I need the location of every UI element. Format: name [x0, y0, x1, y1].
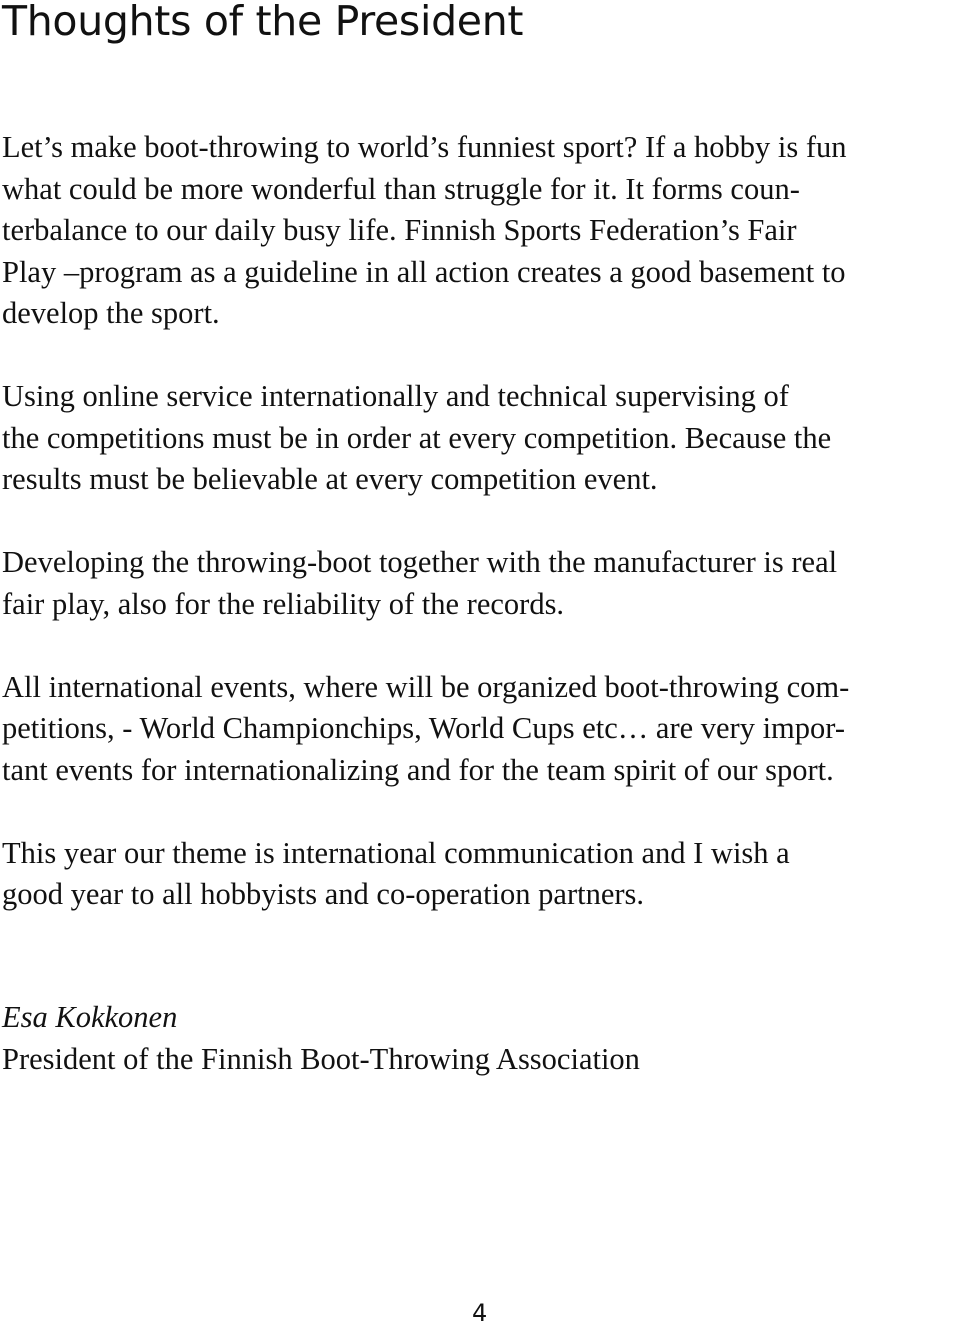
page-title: Thoughts of the President [2, 0, 524, 45]
letter-body [2, 127, 960, 957]
text-line: petitions, - World Championchips, World Cups etc… are very impor- [2, 711, 845, 745]
text-line: develop the sport. [2, 296, 220, 330]
text-line: All international events, where will be organized boot-throwing com- [2, 669, 850, 704]
signature-name: Esa Kokkonen [2, 1000, 178, 1034]
text-line: what could be more wonderful than struggle for it. It forms coun- [2, 171, 800, 206]
signature-role: President of the Finnish Boot-Throwing Association [2, 1041, 640, 1076]
text-line: results must be believable at every competition event. [2, 462, 658, 496]
text-line: Developing the throwing-boot together with the manufacturer is real [2, 545, 838, 579]
text-line: Let’s make boot-throwing to world’s funniest sport? If a hobby is fun [2, 130, 847, 164]
paragraph-2 [2, 376, 960, 501]
paragraph-4 [2, 667, 960, 792]
text-line: This year our theme is international communication and I wish a [2, 835, 790, 870]
text-line: terbalance to our daily busy life. Finnish Sports Federation’s Fair [2, 213, 797, 247]
page-number: 4 [472, 1299, 488, 1327]
text-line: good year to all hobbyists and co-operation partners. [2, 877, 645, 911]
text-line: the competitions must be in order at every competition. Because the [2, 420, 832, 455]
paragraph-5 [2, 833, 960, 916]
text-line: fair play, also for the reliability of the records. [2, 586, 565, 621]
paragraph-3 [2, 542, 960, 625]
text-line: Play –program as a guideline in all action creates a good basement to [2, 254, 846, 289]
text-line: tant events for internationalizing and for the team spirit of our sport. [2, 752, 834, 787]
text-line: Using online service internationally and technical supervising of [2, 379, 789, 413]
paragraph-1 [2, 127, 960, 335]
signature-block [2, 997, 640, 1080]
